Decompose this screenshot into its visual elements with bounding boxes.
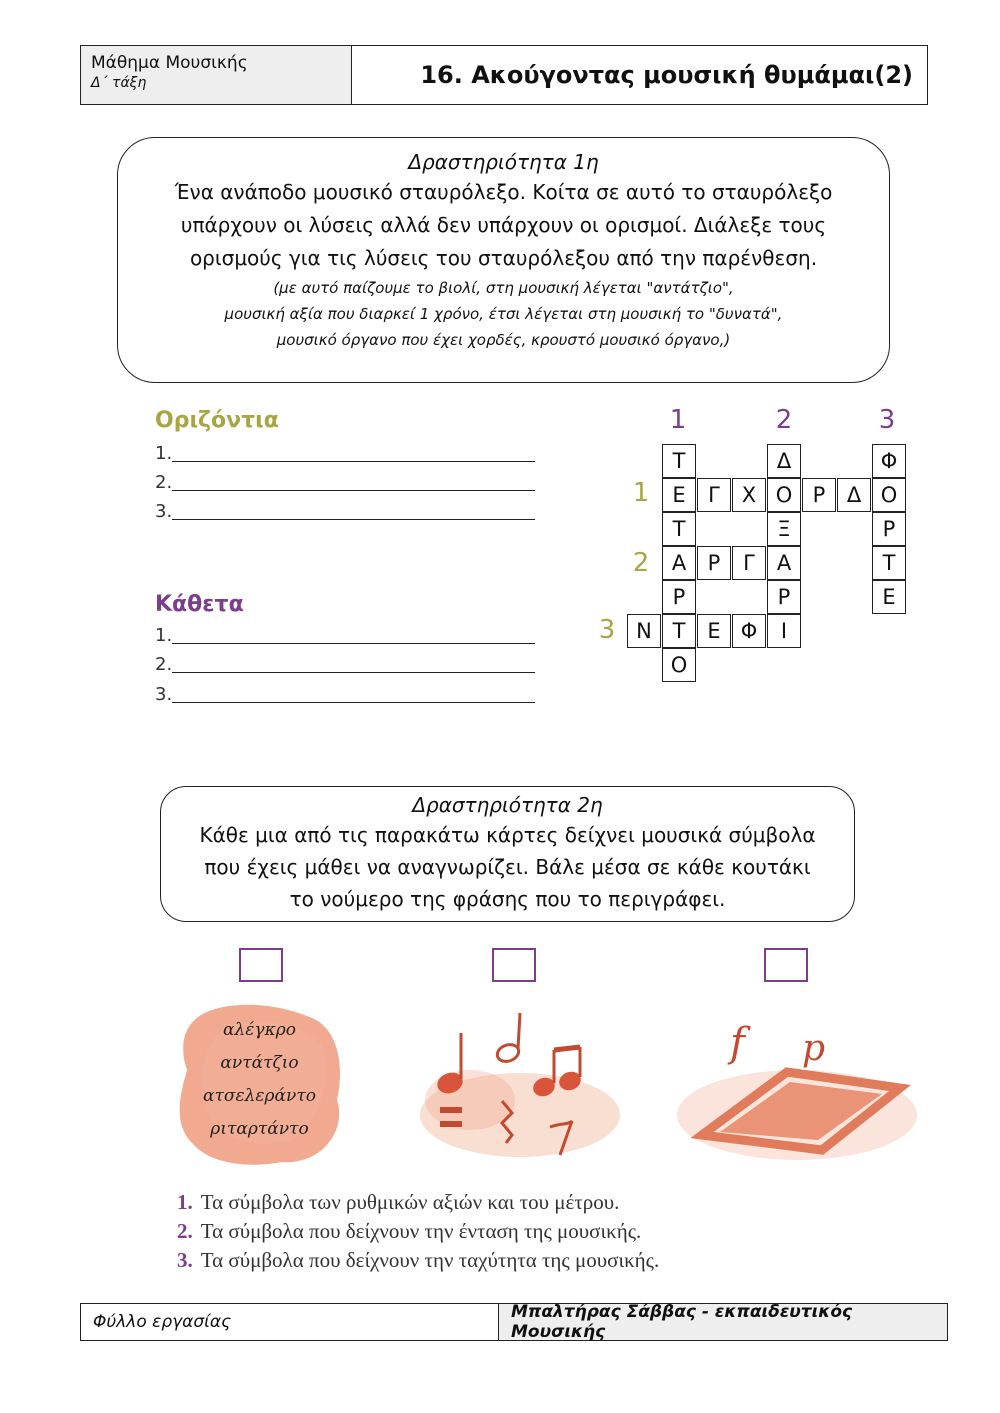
line-number: 1. bbox=[155, 443, 173, 464]
crossword-cell: Φ bbox=[732, 614, 766, 648]
crossword-cell: Ο bbox=[662, 648, 696, 682]
activity-1-line: Ένα ανάποδο μουσικό σταυρόλεξο. Κοίτα σε αυτό το σταυρόλεξο bbox=[174, 180, 833, 204]
page-footer bbox=[80, 1303, 948, 1341]
activity-2-box bbox=[160, 786, 855, 922]
footer-left: Φύλλο εργασίας bbox=[81, 1304, 499, 1340]
crossword-cell: Ρ bbox=[662, 580, 696, 614]
half-note-icon bbox=[495, 1013, 521, 1064]
statement-1 bbox=[177, 1190, 619, 1215]
answer-box-dynamics[interactable] bbox=[764, 948, 808, 982]
crossword-cell: Α bbox=[662, 546, 696, 580]
tempo-word: ριταρτάντο bbox=[210, 1119, 309, 1139]
statement-number: 3. bbox=[177, 1248, 193, 1272]
statement-text: Τα σύμβολα που δείχνουν την ένταση της μουσικής. bbox=[200, 1219, 642, 1243]
rhythm-card-art bbox=[410, 1005, 625, 1165]
vertical-answer-line-3[interactable] bbox=[155, 684, 535, 708]
crossword-cell: Ρ bbox=[872, 512, 906, 546]
crossword-cell: Τ bbox=[662, 614, 696, 648]
crossword-cell: Ρ bbox=[767, 580, 801, 614]
vertical-answer-line-1[interactable] bbox=[155, 625, 535, 649]
vertical-answer-line-2[interactable] bbox=[155, 654, 535, 678]
tempo-word: ατσελεράντο bbox=[203, 1086, 316, 1106]
footer-author: Μπαλτήρας Σάββας - εκπαιδευτικός Μουσικής bbox=[499, 1304, 947, 1340]
forte-symbol: f bbox=[730, 1020, 745, 1066]
subject-label: Μάθημα Μουσικής bbox=[91, 53, 248, 73]
horizontal-answer-line-2[interactable] bbox=[155, 472, 535, 496]
answer-box-tempo[interactable] bbox=[239, 948, 283, 982]
dynamics-card bbox=[672, 1010, 917, 1165]
crossword-cell: Ν bbox=[627, 614, 661, 648]
crossword-cell: Ρ bbox=[802, 478, 836, 512]
crossword-cell: Φ bbox=[872, 444, 906, 478]
activity-2-line: που έχεις μάθει να αναγνωρίζει. Βάλε μέσα σε κάθε κουτάκι bbox=[204, 855, 811, 879]
activity-1-options: μουσικό όργανο που έχει χορδές, κρουστό μουσικό όργανο,) bbox=[276, 331, 731, 349]
crossword-row-number: 3 bbox=[598, 615, 616, 645]
worksheet-title: 16. Ακούγοντας μουσική θυμάμαι(2) bbox=[420, 61, 913, 89]
activity-2-title: Δραστηριότητα 2η bbox=[412, 793, 603, 817]
activity-1-box bbox=[117, 137, 890, 383]
crossword-cell: Α bbox=[767, 546, 801, 580]
dynamics-card-art bbox=[672, 1010, 917, 1165]
crossword-col-number: 2 bbox=[775, 405, 793, 435]
page-header bbox=[80, 45, 928, 105]
crossword-cell: Ι bbox=[767, 614, 801, 648]
answer-box-rhythm[interactable] bbox=[492, 948, 536, 982]
statement-3 bbox=[177, 1248, 659, 1273]
crossword-cell: Ε bbox=[662, 478, 696, 512]
activity-1-options: μουσική αξία που διαρκεί 1 χρόνο, έτσι λέγεται στη μουσική το "δυνατά", bbox=[224, 305, 783, 323]
statement-text: Τα σύμβολα που δείχνουν την ταχύτητα της μουσικής. bbox=[200, 1248, 660, 1272]
tempo-card bbox=[172, 1000, 347, 1170]
crossword-cell: Δ bbox=[837, 478, 871, 512]
line-number: 3. bbox=[155, 684, 173, 705]
crossword-cell: Ο bbox=[767, 478, 801, 512]
statement-number: 1. bbox=[177, 1190, 193, 1214]
vertical-title: Κάθετα bbox=[155, 592, 244, 617]
activity-2-line: Κάθε μια από τις παρακάτω κάρτες δείχνει μουσικά σύμβολα bbox=[199, 823, 816, 847]
crossword-cell: Τ bbox=[662, 512, 696, 546]
horizontal-answer-line-3[interactable] bbox=[155, 501, 535, 525]
line-number: 2. bbox=[155, 472, 173, 493]
horizontal-answer-line-1[interactable] bbox=[155, 443, 535, 467]
statement-number: 2. bbox=[177, 1219, 193, 1243]
crossword-cell: Ξ bbox=[767, 512, 801, 546]
line-number: 1. bbox=[155, 625, 173, 646]
crossword-cell: Ρ bbox=[697, 546, 731, 580]
line-number: 2. bbox=[155, 654, 173, 675]
crossword-row-number: 1 bbox=[632, 478, 650, 508]
crossword-cell: Τ bbox=[662, 444, 696, 478]
line-number: 3. bbox=[155, 501, 173, 522]
crossword-cell: Γ bbox=[732, 546, 766, 580]
activity-1-line: υπάρχουν οι λύσεις αλλά δεν υπάρχουν οι ορισμοί. Διάλεξε τους bbox=[180, 213, 827, 237]
horizontal-title: Οριζόντια bbox=[155, 408, 279, 433]
rhythm-card bbox=[410, 1005, 625, 1165]
crossword-cell: Δ bbox=[767, 444, 801, 478]
statement-text: Τα σύμβολα των ρυθμικών αξιών και του μέτρου. bbox=[200, 1190, 620, 1214]
header-subject-cell bbox=[81, 46, 352, 104]
statement-2 bbox=[177, 1219, 641, 1244]
crossword-cell: Ε bbox=[697, 614, 731, 648]
piano-symbol: p bbox=[802, 1028, 826, 1069]
crossword-cell: Χ bbox=[732, 478, 766, 512]
grade-label: Δ΄ τάξη bbox=[91, 75, 147, 91]
crossword-row-number: 2 bbox=[632, 548, 650, 578]
crossword-cell: Τ bbox=[872, 546, 906, 580]
tempo-word: αλέγκρο bbox=[223, 1020, 296, 1040]
crossword-col-number: 1 bbox=[669, 405, 687, 435]
activity-1-options: (με αυτό παίζουμε το βιολί, στη μουσική λέγεται "αντάτζιο", bbox=[273, 279, 734, 297]
crossword-cell: Ε bbox=[872, 580, 906, 614]
crossword-cell: Γ bbox=[697, 478, 731, 512]
tempo-word: αντάτζιο bbox=[220, 1053, 299, 1073]
activity-2-line: το νούμερο της φράσης που το περιγράφει. bbox=[289, 887, 726, 911]
crossword-cell: Ο bbox=[872, 478, 906, 512]
activity-1-line: ορισμούς για τις λύσεις του σταυρόλεξου από την παρένθεση. bbox=[189, 246, 818, 270]
activity-1-title: Δραστηριότητα 1η bbox=[408, 150, 599, 174]
crossword-col-number: 3 bbox=[878, 405, 896, 435]
